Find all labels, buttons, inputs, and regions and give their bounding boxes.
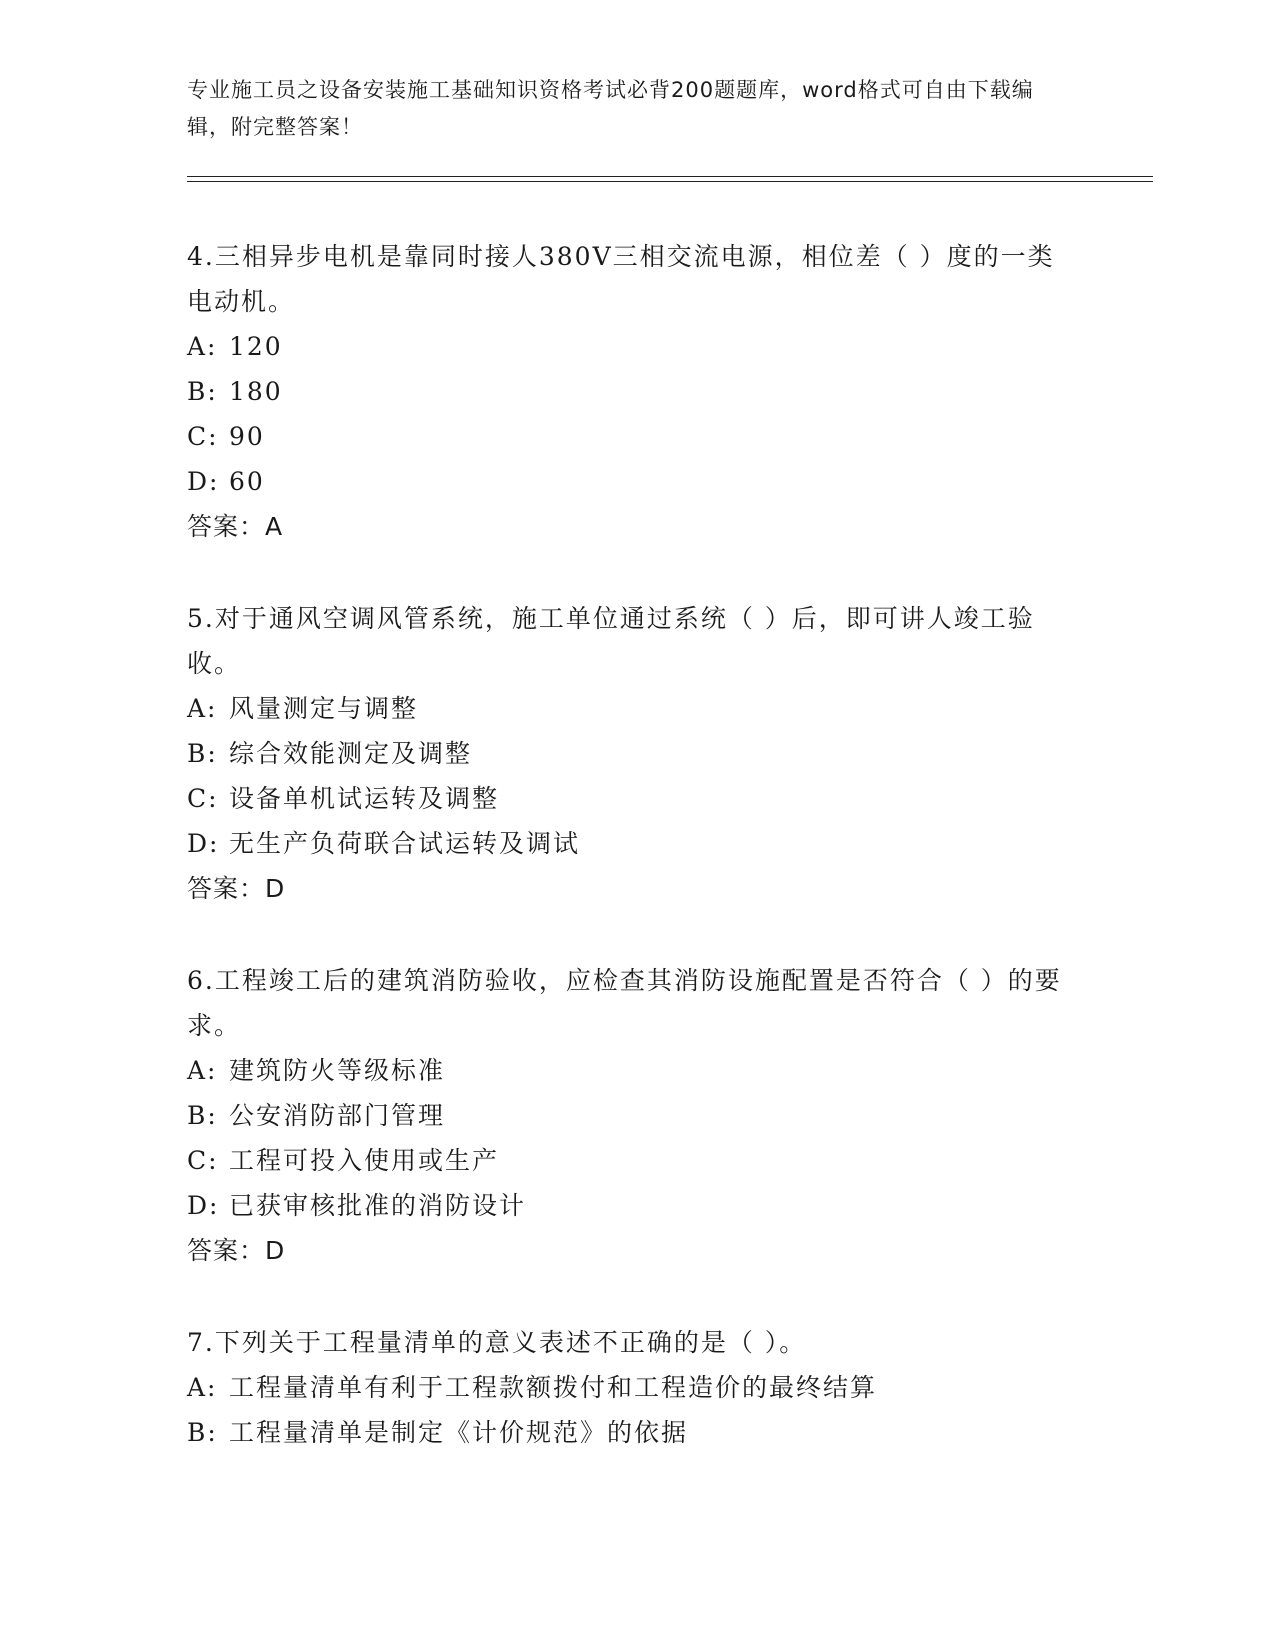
option-c [187,776,1087,821]
option-text: 风量测定与调整 [229,694,419,723]
option-a [187,686,1087,731]
answer-line: 答案：A [187,512,284,541]
option-letter: A: [187,1056,218,1085]
option-text: 工程可投入使用或生产 [229,1146,500,1175]
header-divider-bottom [187,181,1153,182]
option-letter: B: [187,1418,218,1447]
option-b [187,1093,1087,1138]
option-letter: C: [187,422,219,451]
option-text: 工程量清单是制定《计价规范》的依据 [229,1418,689,1447]
document-title: 专业施工员之设备安装施工基础知识资格考试必背200题题库，word格式可自由下载编辑，附完整答案！ [187,78,1034,139]
option-d [187,821,1087,866]
option-d [187,1183,1087,1228]
option-letter: D: [187,467,220,496]
option-a [187,324,1087,369]
question-list [187,234,1087,1502]
option-letter: D: [187,1191,220,1220]
question-6 [187,958,1087,1273]
option-a [187,1048,1087,1093]
option-text: 综合效能测定及调整 [229,739,473,768]
option-letter: A: [187,694,218,723]
option-a [187,1365,1087,1410]
option-b [187,369,1087,414]
question-text: 4.三相异步电机是靠同时接人380V三相交流电源，相位差（ ）度的一类电动机。 [187,242,1055,316]
option-letter: B: [187,377,218,406]
document-header [187,72,1067,146]
option-text: 60 [229,467,265,496]
option-text: 公安消防部门管理 [229,1101,446,1130]
option-letter: C: [187,784,219,813]
header-divider-top [187,176,1153,177]
option-letter: B: [187,1101,218,1130]
option-c [187,1138,1087,1183]
option-text: 设备单机试运转及调整 [229,784,500,813]
question-text: 6.工程竣工后的建筑消防验收，应检查其消防设施配置是否符合（ ）的要求。 [187,966,1062,1040]
option-d [187,459,1087,504]
question-7 [187,1320,1087,1455]
option-text: 工程量清单有利于工程款额拨付和工程造价的最终结算 [229,1373,878,1402]
answer-line: 答案：D [187,874,286,903]
option-text: 已获审核批准的消防设计 [229,1191,527,1220]
option-text: 180 [229,377,283,406]
answer-line: 答案：D [187,1236,286,1265]
option-letter: D: [187,829,220,858]
option-b [187,1410,1087,1455]
option-text: 建筑防火等级标准 [229,1056,446,1085]
option-c [187,414,1087,459]
option-letter: B: [187,739,218,768]
option-letter: C: [187,1146,219,1175]
option-letter: A: [187,1373,218,1402]
option-text: 90 [229,422,265,451]
question-5 [187,596,1087,911]
option-text: 无生产负荷联合试运转及调试 [229,829,581,858]
question-text: 5.对于通风空调风管系统，施工单位通过系统（ ）后，即可讲人竣工验收。 [187,604,1035,678]
option-letter: A: [187,332,218,361]
question-4 [187,234,1087,549]
question-text: 7.下列关于工程量清单的意义表述不正确的是（ ）。 [187,1328,807,1357]
option-b [187,731,1087,776]
option-text: 120 [229,332,283,361]
